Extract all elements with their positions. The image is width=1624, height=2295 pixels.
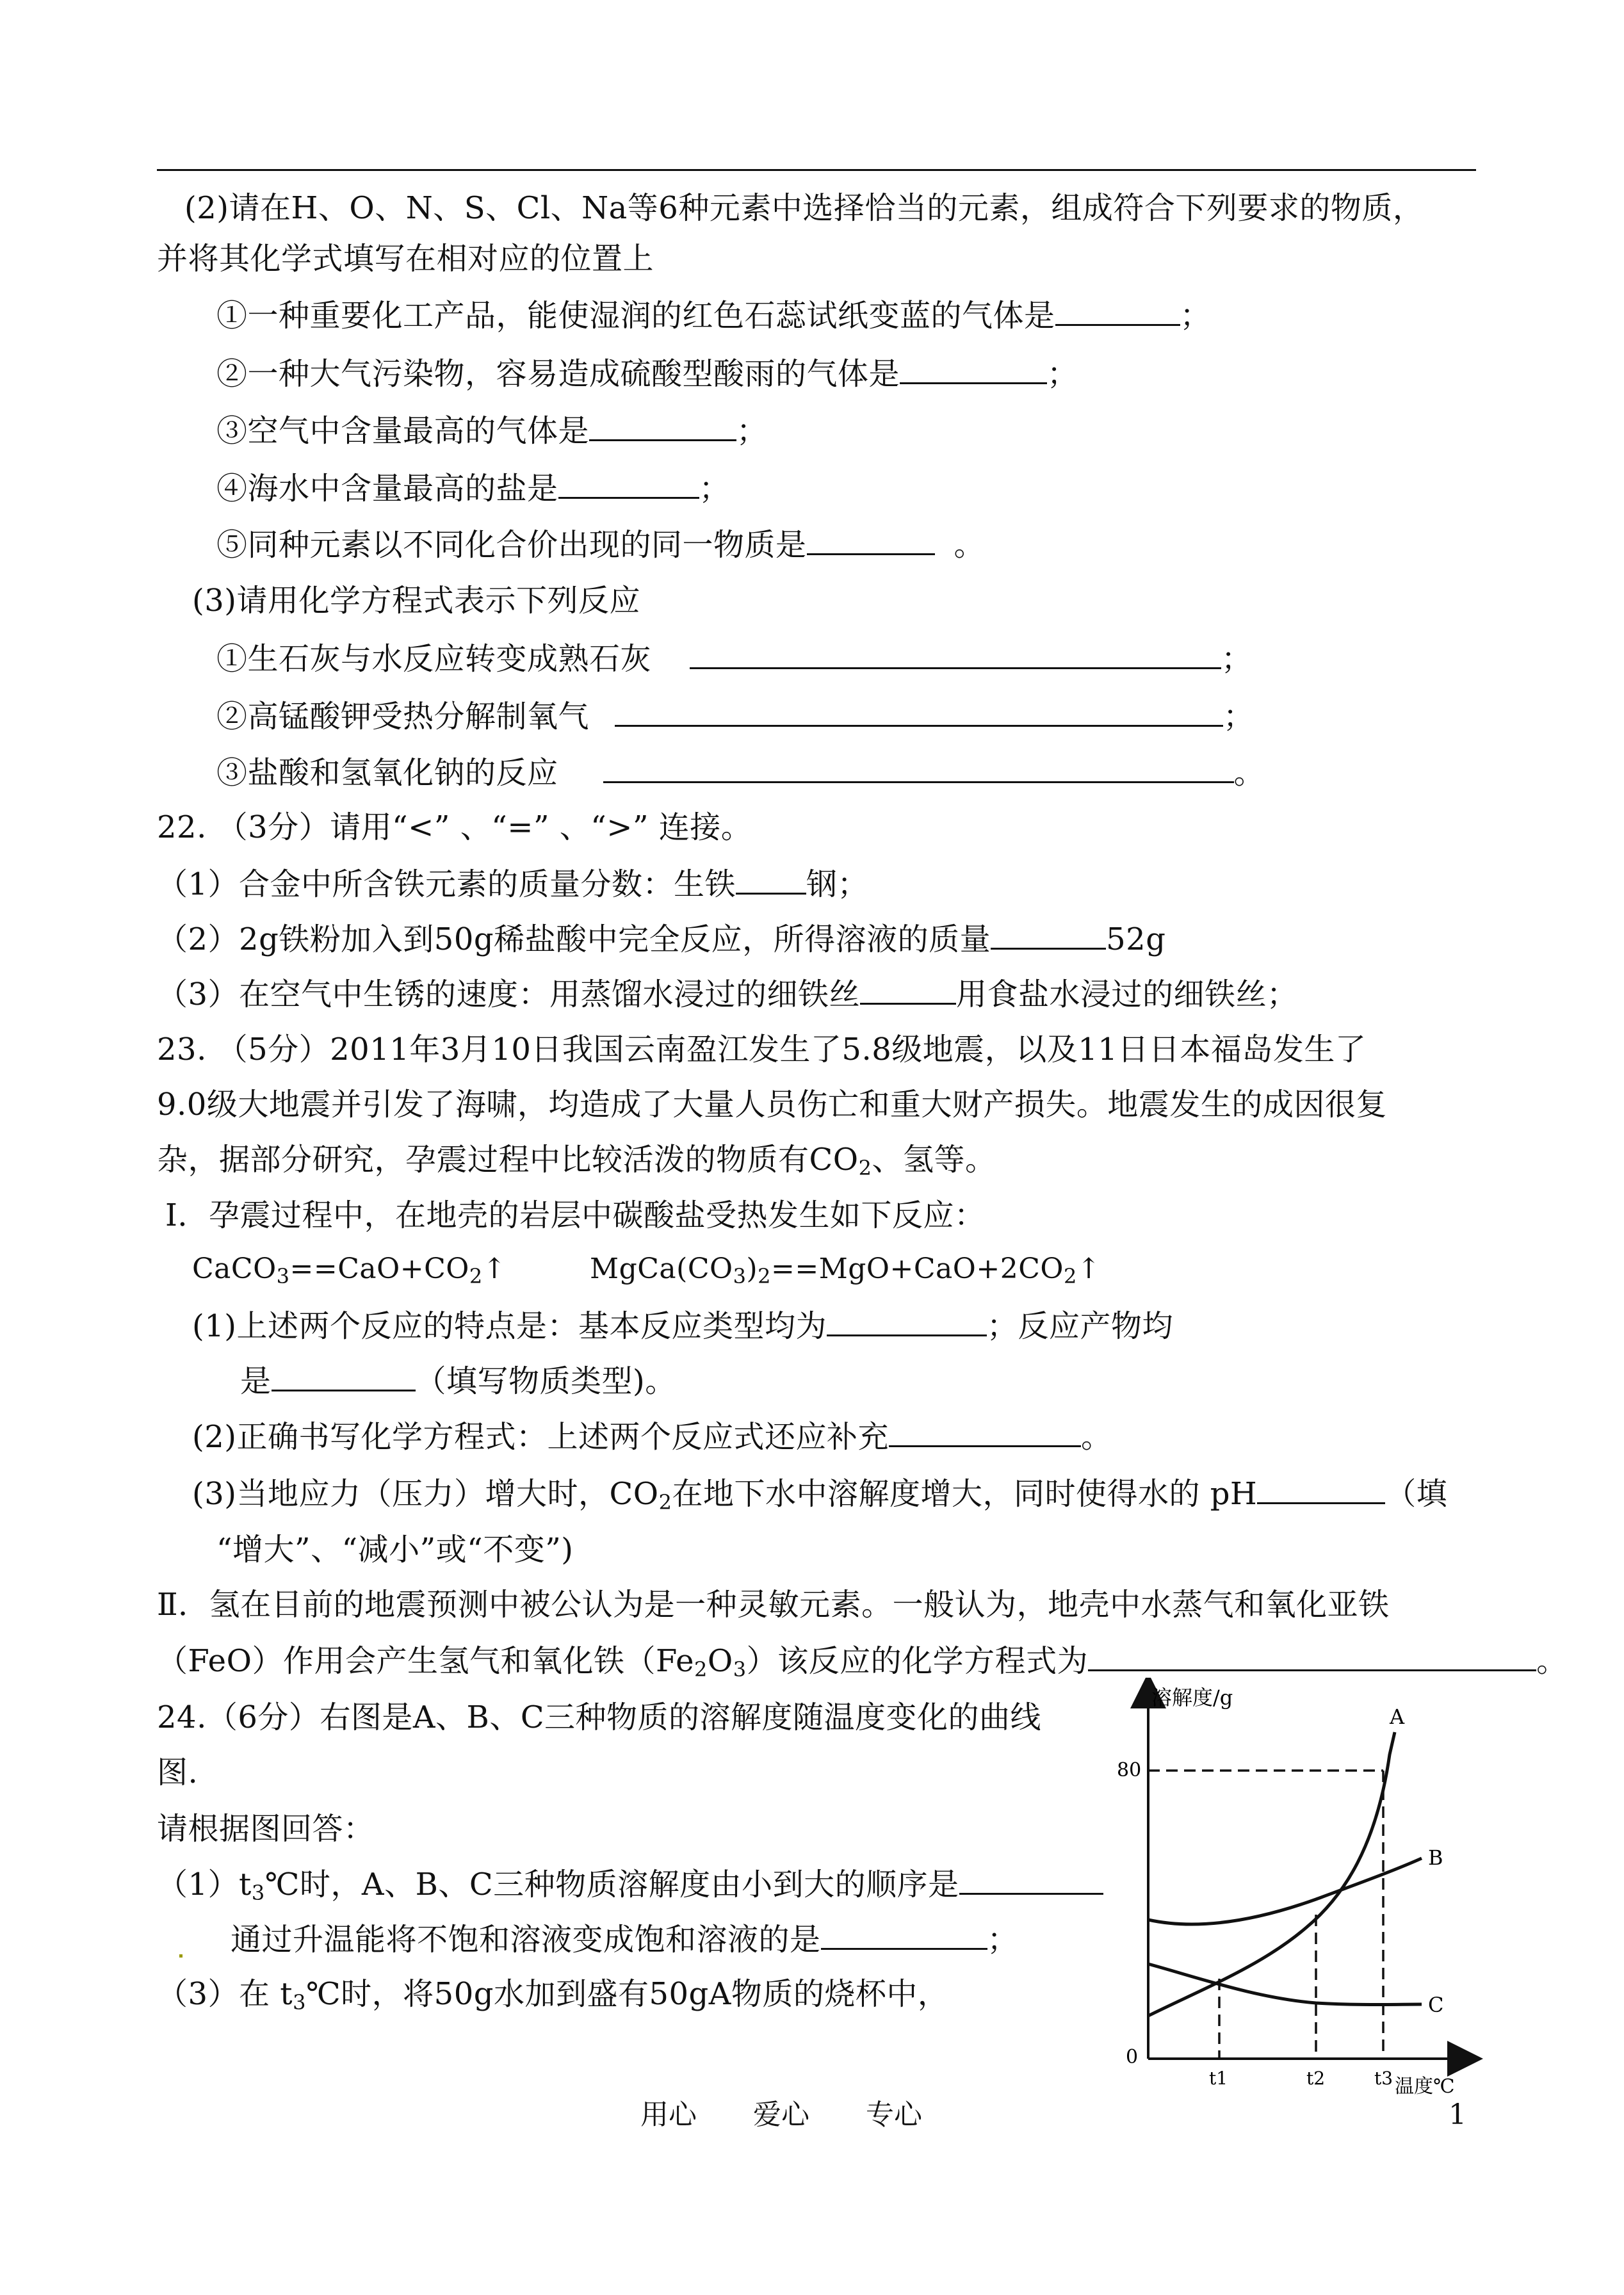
- footer-motto: 用心 爱心 专心: [640, 2098, 922, 2131]
- q24-item-3: （3）在 $t_3℃$时，将50g水加到盛有50gA物质的烧杯中，: [157, 1976, 949, 2015]
- answer-blank[interactable]: [1257, 1474, 1385, 1504]
- q21-item-1: ①一种重要化工产品，能使湿润的红色石蕊试纸变蓝的气体是 ；: [216, 296, 1211, 335]
- answer-blank[interactable]: [558, 469, 699, 499]
- answer-blank[interactable]: [807, 525, 935, 555]
- answer-blank[interactable]: [821, 1920, 987, 1950]
- q23-section-1: Ⅰ．孕震过程中，在地壳的岩层中碳酸盐受热发生如下反应：: [165, 1197, 986, 1233]
- answer-blank[interactable]: [827, 1306, 987, 1336]
- answer-blank[interactable]: [272, 1361, 416, 1391]
- answer-blank[interactable]: [589, 411, 736, 441]
- y-tick-80: 80: [1117, 1759, 1142, 1781]
- answer-blank[interactable]: [860, 975, 956, 1005]
- q21-part3-prompt: (3)请用化学方程式表示下列反应: [192, 583, 640, 619]
- stray-dot: [179, 1954, 183, 1958]
- answer-blank[interactable]: [736, 864, 806, 895]
- q23-item-1-cont: 是 （填写物质类型)。: [240, 1361, 676, 1400]
- q21-part2-prompt: (2)请在H、O、N、S、Cl、Na等6种元素中选择恰当的元素，组成符合下列要求的物质，: [184, 190, 1424, 226]
- q23-stem-2: 9.0级大地震并引发了海啸，均造成了大量人员伤亡和重大财产损失。地震发生的成因很复: [157, 1087, 1387, 1123]
- series-label-A: A: [1390, 1705, 1405, 1729]
- answer-blank[interactable]: [889, 1417, 1081, 1447]
- top-rule: [157, 169, 1476, 171]
- answer-blank[interactable]: [603, 753, 1234, 783]
- curve-B: [1148, 1858, 1422, 1924]
- q22-item-2: （2）2g铁粉加入到50g稀盐酸中完全反应，所得溶液的质量 52g: [157, 920, 1165, 959]
- x-tick-t3: t3: [1374, 2068, 1393, 2089]
- answer-blank[interactable]: [991, 920, 1106, 950]
- q23-item-1: (1)上述两个反应的特点是：基本反应类型均为 ；反应产物均: [192, 1306, 1173, 1345]
- q23-item-2: (2)正确书写化学方程式：上述两个反应式还应补充 。: [192, 1417, 1112, 1456]
- x-tick-t2: t2: [1306, 2068, 1326, 2089]
- q23-item-3: (3)当地应力（压力）增大时，$CO_2$在地下水中溶解度增大，同时使得水的 pH （填: [192, 1474, 1447, 1521]
- q23-stem-3: 杂，据部分研究，孕震过程中比较活泼的物质有$CO_2$、氢等。: [157, 1142, 996, 1180]
- q23-section-2: Ⅱ．氢在目前的地震预测中被公认为是一种灵敏元素。一般认为，地壳中水蒸气和氧化亚铁: [157, 1587, 1390, 1623]
- q24-prompt: 请根据图回答：: [157, 1811, 375, 1847]
- page-number: 1: [1449, 2098, 1466, 2131]
- q24-item-1: $(1)t_3℃$时，A、B、C三种物质溶解度由小到大的顺序是: [157, 1865, 1103, 1912]
- answer-blank[interactable]: [1055, 296, 1180, 326]
- answer-blank[interactable]: [959, 1865, 1103, 1895]
- answer-blank[interactable]: [1088, 1641, 1536, 1671]
- solubility-chart: [1089, 1678, 1498, 2100]
- x-axis-label: 温度℃: [1395, 2075, 1455, 2098]
- series-label-C: C: [1428, 1993, 1444, 2017]
- q21-item-2: ②一种大气污染物，容易造成硫酸型酸雨的气体是 ；: [216, 354, 1078, 393]
- q22-item-3: （3）在空气中生锈的速度：用蒸馏水浸过的细铁丝 用食盐水浸过的细铁丝；: [157, 975, 1298, 1014]
- q24-stem-cont: 图.: [157, 1755, 199, 1790]
- q23-reactions: $CaCO_3==CaO+CO_2↑$ $MgCa(CO_3)_2==MgO+CaO+2CO_2↑$: [192, 1253, 1101, 1288]
- q23-item-3-cont: “增大”、“减小”或“不变”): [216, 1532, 574, 1568]
- q21-item-3: ③空气中含量最高的气体是 ；: [216, 411, 768, 450]
- curve-C: [1148, 1964, 1422, 2005]
- q24-item-2: 通过升温能将不饱和溶液变成饱和溶液的是 ；: [231, 1920, 1018, 1959]
- q24-stem: 24.（6分）右图是A、B、C三种物质的溶解度随温度变化的曲线: [157, 1699, 1042, 1735]
- q21-item-5: ⑤同种元素以不同化合价出现的同一物质是 。: [216, 525, 985, 564]
- answer-blank[interactable]: [900, 354, 1047, 384]
- q21-eq-1: ①生石灰与水反应转变成熟石灰 ；: [216, 639, 1253, 678]
- q21-item-4: ④海水中含量最高的盐是 ；: [216, 469, 730, 508]
- q21-part2-prompt-cont: 并将其化学式填写在相对应的位置上: [157, 241, 654, 277]
- q22-item-1: （1）合金中所含铁元素的质量分数：生铁 钢；: [157, 864, 868, 904]
- origin-label: 0: [1126, 2046, 1139, 2068]
- answer-blank[interactable]: [690, 639, 1221, 669]
- q23-stem-1: 23. （5分）2011年3月10日我国云南盈江发生了5.8级地震，以及11日日本福岛发生了: [157, 1032, 1367, 1067]
- x-tick-t1: t1: [1209, 2068, 1228, 2089]
- q21-eq-2: ②高锰酸钾受热分解制氧气 ；: [216, 697, 1255, 736]
- q23-section-2-cont: （FeO）作用会产生氢气和氧化铁$(Fe_2O_3)$该反应的化学方程式为 。: [157, 1641, 1568, 1689]
- answer-blank[interactable]: [615, 697, 1223, 727]
- y-axis-label: 溶解度/g: [1151, 1685, 1233, 1710]
- q22-stem: 22. （3分）请用“<” 、“=” 、“>” 连接。: [157, 809, 752, 845]
- series-label-B: B: [1428, 1845, 1443, 1870]
- q21-eq-3: ③盐酸和氢氧化钠的反应 。: [216, 753, 1265, 792]
